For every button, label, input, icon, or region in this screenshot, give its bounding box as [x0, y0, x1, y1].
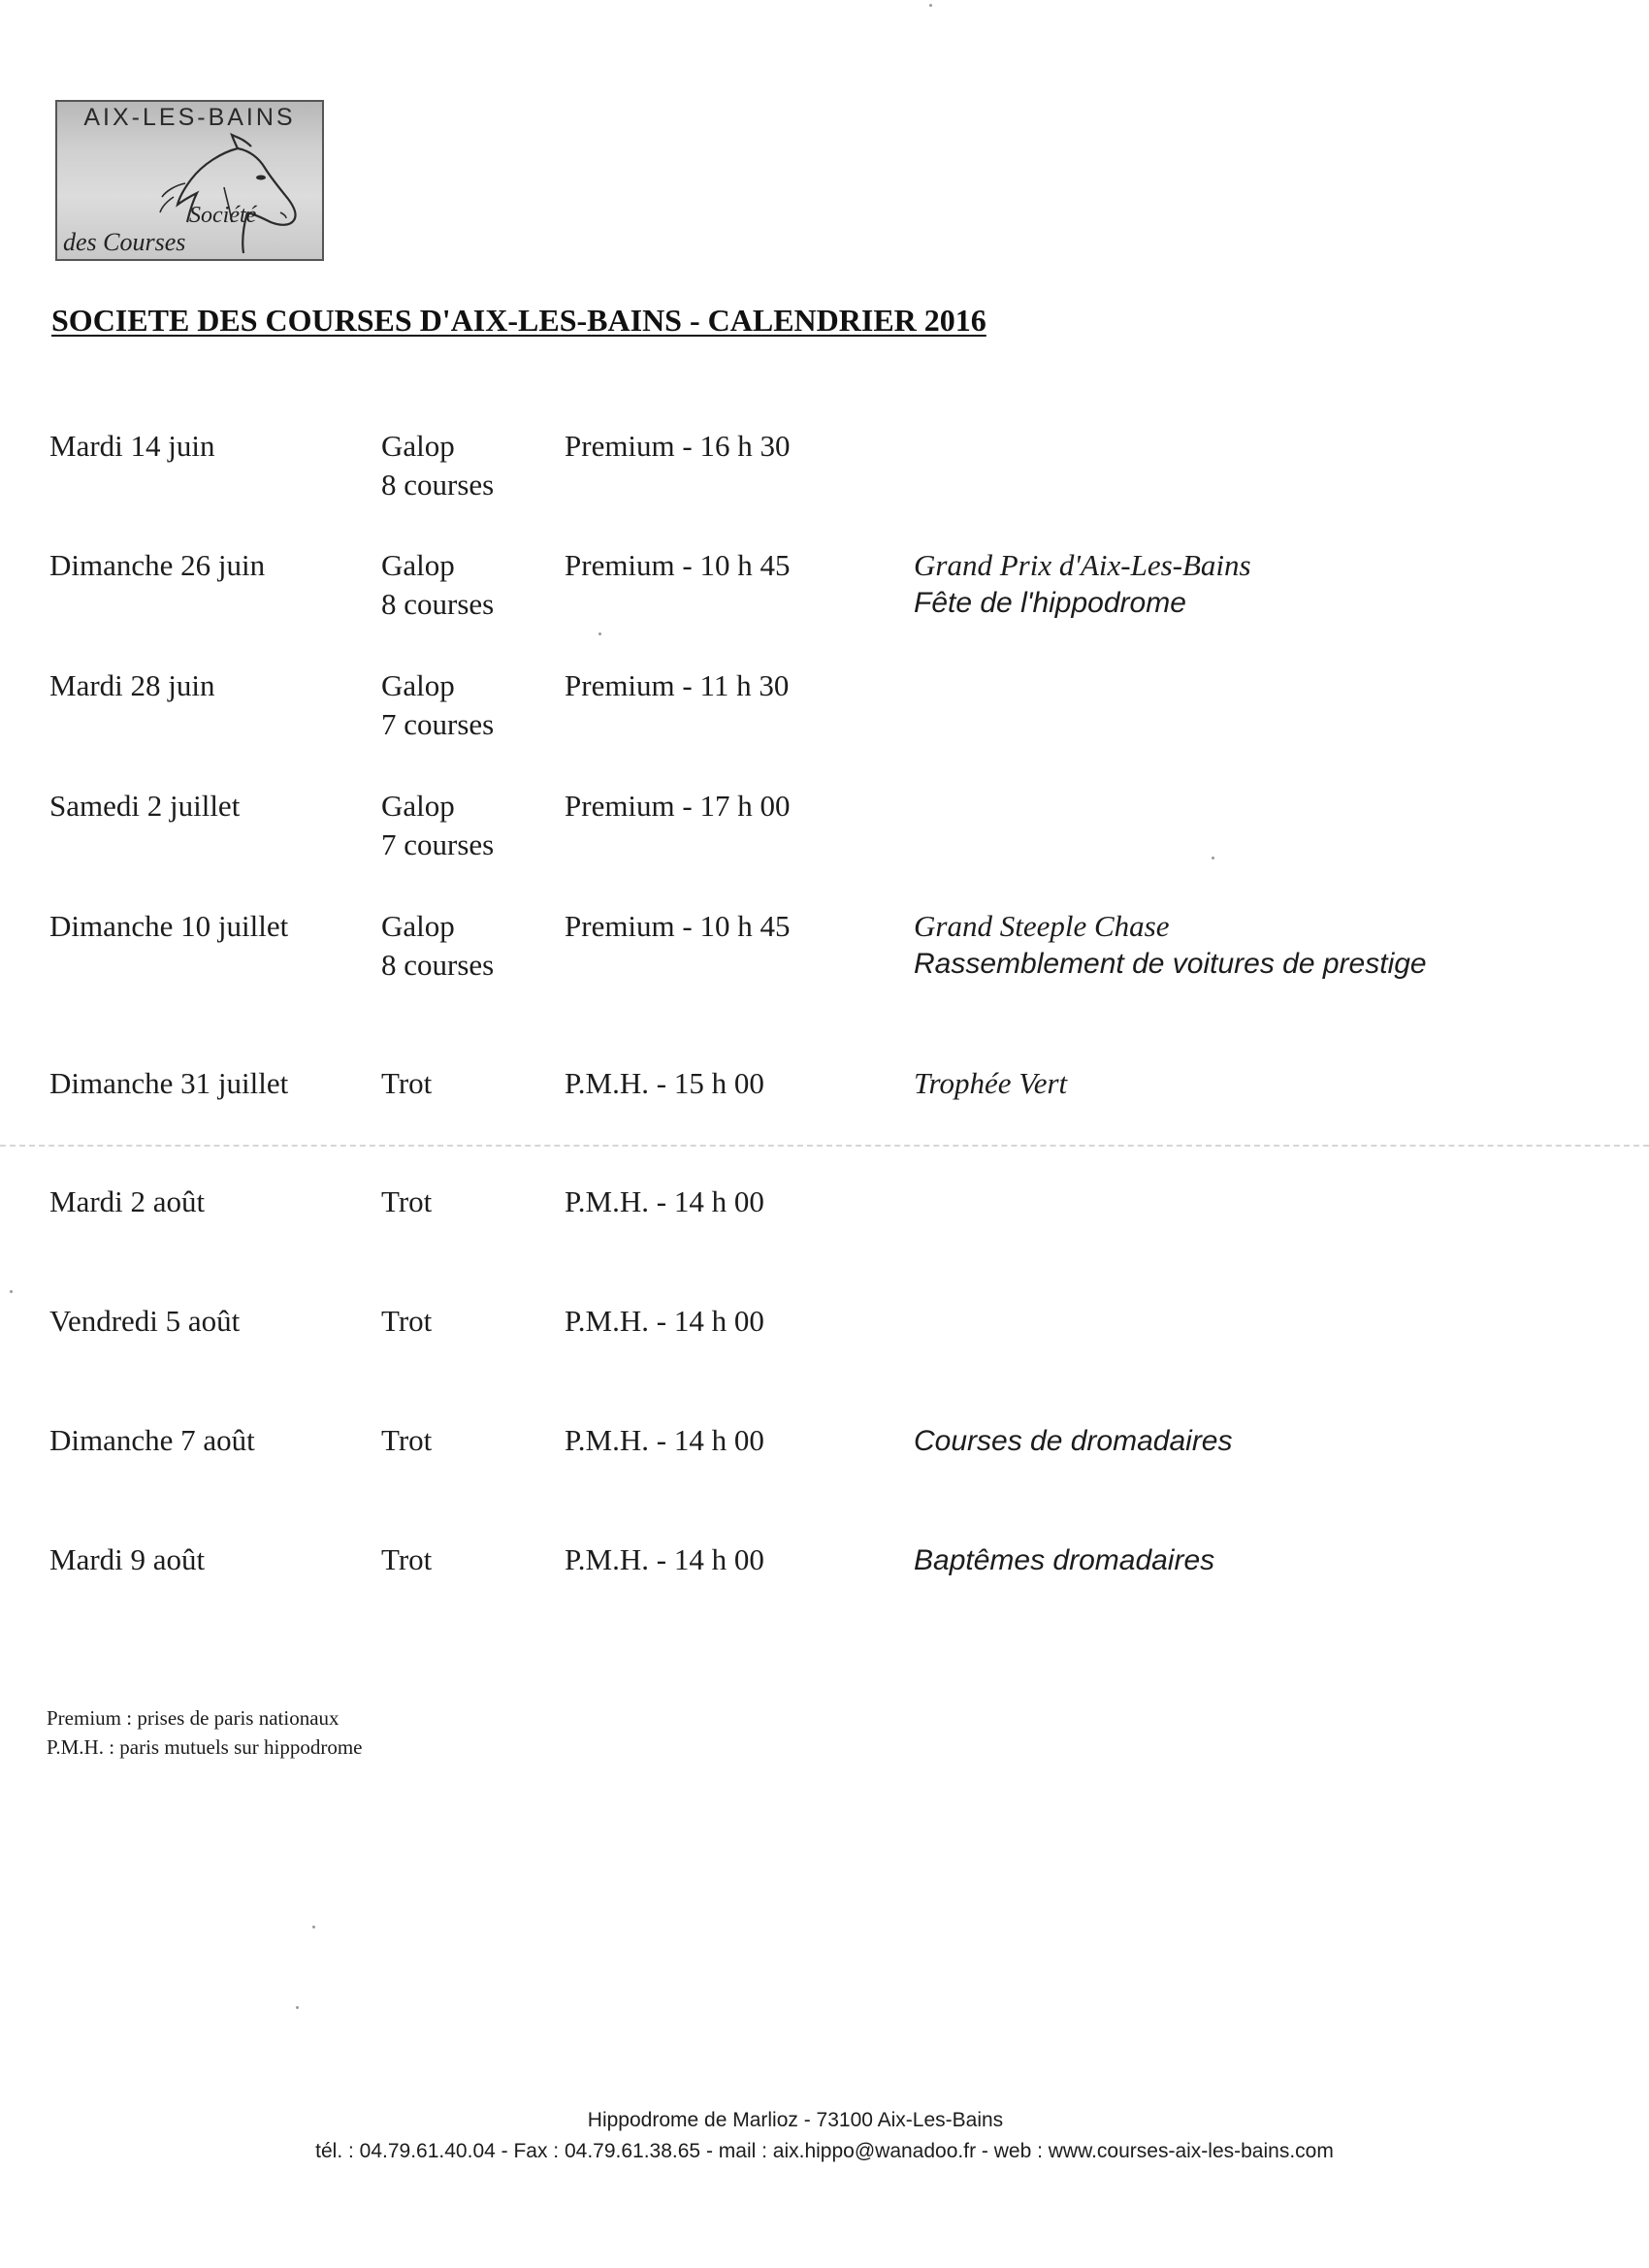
race-row	[0, 789, 1649, 886]
race-type: Galop	[381, 668, 455, 702]
race-count: 8 courses	[381, 468, 495, 502]
scan-speck	[10, 1290, 13, 1293]
race-date: Mardi 28 juin	[49, 668, 215, 702]
race-count: 8 courses	[381, 948, 495, 982]
race-time: P.M.H. - 14 h 00	[565, 1184, 764, 1218]
race-row	[0, 909, 1649, 1006]
race-type: Trot	[381, 1066, 433, 1100]
race-date: Dimanche 7 août	[49, 1423, 255, 1457]
race-date: Dimanche 31 juillet	[49, 1066, 289, 1100]
race-time: P.M.H. - 15 h 00	[565, 1066, 764, 1100]
note-premium: Premium : prises de paris nationaux	[47, 1706, 340, 1730]
race-type: Trot	[381, 1184, 433, 1218]
race-time: Premium - 10 h 45	[565, 548, 791, 582]
race-event-secondary: Rassemblement de voitures de prestige	[914, 948, 1427, 980]
race-event-secondary: Fête de l'hippodrome	[914, 587, 1186, 619]
logo-script-line2: des Courses	[63, 228, 186, 256]
race-type: Galop	[381, 789, 455, 823]
race-event: Trophée Vert	[914, 1066, 1068, 1100]
race-row	[0, 548, 1649, 645]
race-type: Galop	[381, 909, 455, 943]
logo-script-line1: Société	[189, 203, 257, 228]
race-date: Samedi 2 juillet	[49, 789, 241, 823]
race-event: Grand Steeple Chase	[914, 909, 1170, 943]
race-time: P.M.H. - 14 h 00	[565, 1542, 764, 1576]
race-type: Trot	[381, 1542, 433, 1576]
race-type: Trot	[381, 1423, 433, 1457]
race-row	[0, 1184, 1649, 1281]
race-row	[0, 1304, 1649, 1401]
race-date: Mardi 14 juin	[49, 429, 215, 463]
race-event: Courses de dromadaires	[914, 1425, 1233, 1457]
scan-speck	[929, 4, 932, 7]
scan-speck	[1212, 857, 1214, 859]
race-time: Premium - 16 h 30	[565, 429, 791, 463]
race-count: 7 courses	[381, 827, 495, 861]
footer-address: Hippodrome de Marlioz - 73100 Aix-Les-Bains	[587, 2109, 1004, 2131]
note-pmh: P.M.H. : paris mutuels sur hippodrome	[47, 1735, 363, 1759]
race-count: 8 courses	[381, 587, 495, 621]
race-row	[0, 429, 1649, 526]
race-time: Premium - 11 h 30	[565, 668, 790, 702]
legend-notes	[47, 1703, 363, 1762]
race-date: Dimanche 26 juin	[49, 548, 266, 582]
race-date: Dimanche 10 juillet	[49, 909, 289, 943]
race-event: Baptêmes dromadaires	[914, 1544, 1215, 1576]
race-time: P.M.H. - 14 h 00	[565, 1423, 764, 1457]
society-logo	[55, 100, 324, 261]
race-type: Galop	[381, 429, 455, 463]
race-time: Premium - 10 h 45	[565, 909, 791, 943]
race-event: Grand Prix d'Aix-Les-Bains	[914, 548, 1251, 582]
footer-contact: tél. : 04.79.61.40.04 - Fax : 04.79.61.38.65 - mail : aix.hippo@wanadoo.fr - web : www.courses-aix-les-bains.com	[315, 2140, 1334, 2162]
race-row	[0, 668, 1649, 765]
race-row	[0, 1066, 1649, 1163]
race-date: Mardi 2 août	[49, 1184, 206, 1218]
race-time: Premium - 17 h 00	[565, 789, 791, 823]
race-date: Mardi 9 août	[49, 1542, 206, 1576]
race-count: 7 courses	[381, 707, 495, 741]
paper-fold-line	[0, 1145, 1649, 1147]
race-type: Galop	[381, 548, 455, 582]
scan-speck	[598, 632, 601, 635]
race-type: Trot	[381, 1304, 433, 1338]
race-date: Vendredi 5 août	[49, 1304, 241, 1338]
scan-speck	[312, 1926, 315, 1928]
race-row	[0, 1423, 1649, 1520]
page-title: SOCIETE DES COURSES D'AIX-LES-BAINS - CALENDRIER 2016	[51, 303, 986, 338]
page-footer	[0, 2105, 1649, 2167]
race-row	[0, 1542, 1649, 1639]
scan-speck	[296, 2006, 299, 2009]
logo-title: AIX-LES-BAINS	[83, 104, 296, 131]
race-time: P.M.H. - 14 h 00	[565, 1304, 764, 1338]
